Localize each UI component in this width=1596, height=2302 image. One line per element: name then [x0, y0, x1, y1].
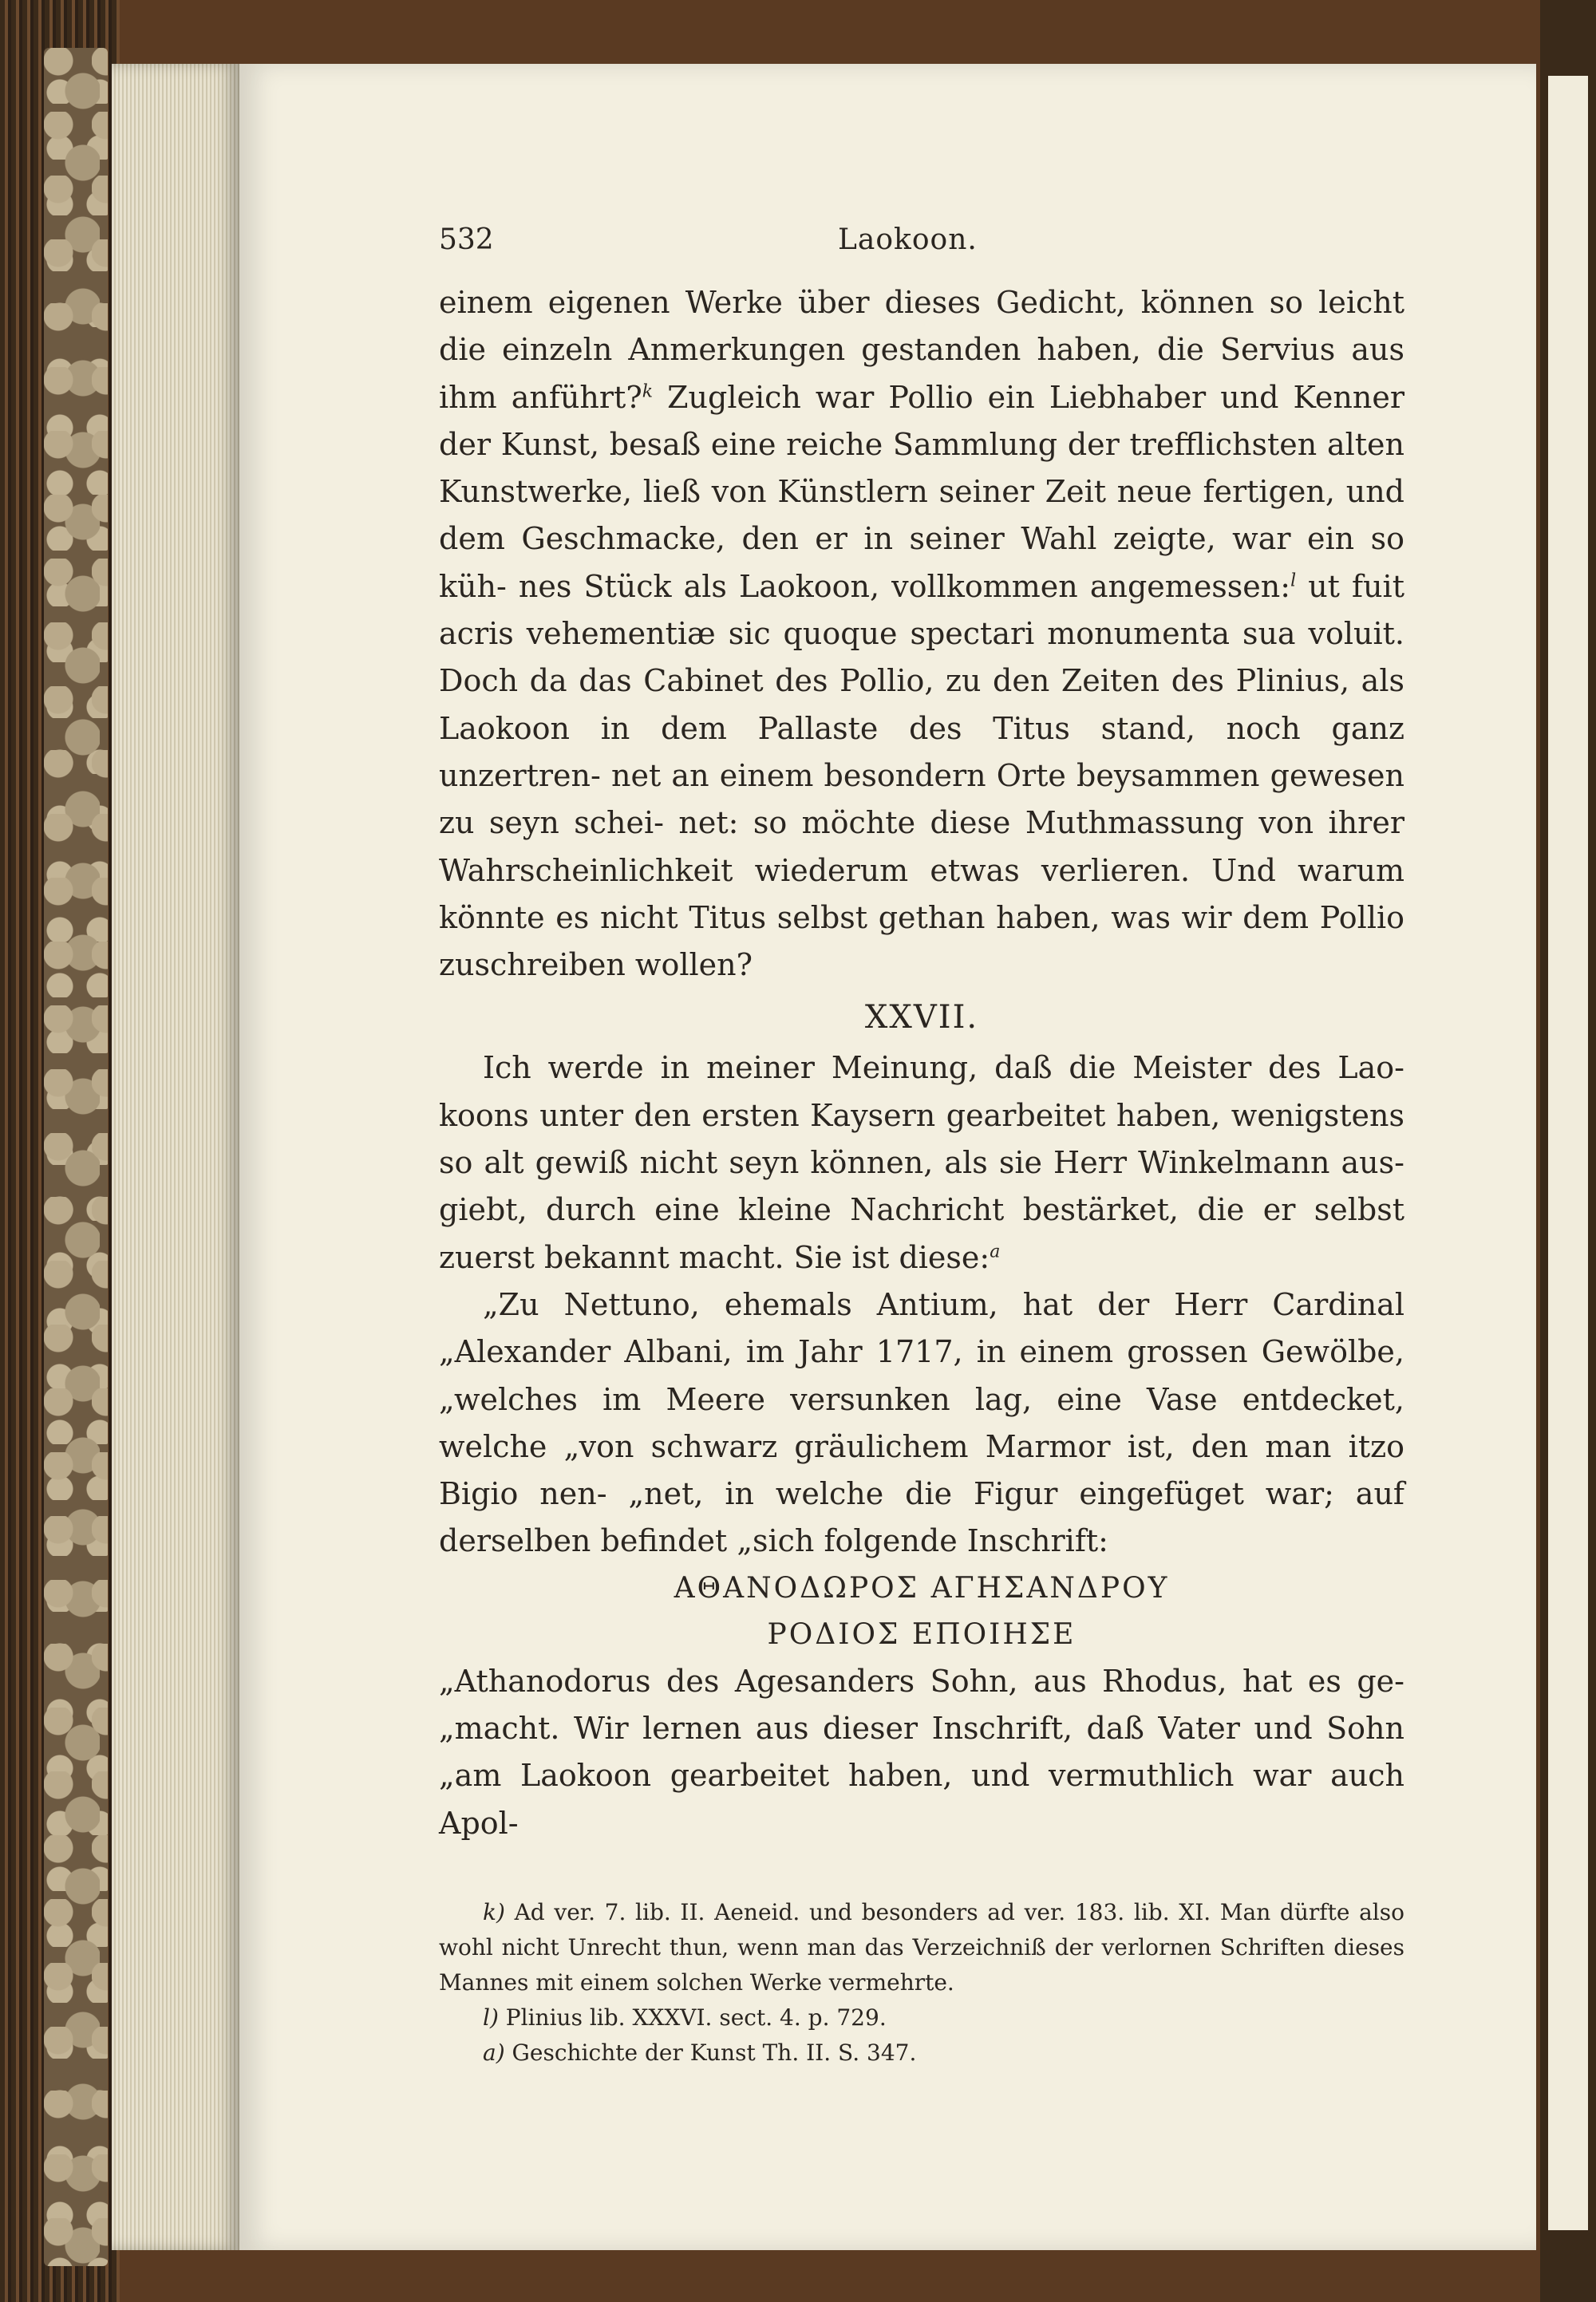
- text-line: einem eigenen Werke über dieses Gedicht, können so leicht die: [439, 285, 1404, 368]
- footnote-mark: l): [483, 2004, 499, 2031]
- text-line: koons unter den ersten Kaysern gearbeitet haben, wenigstens so: [439, 1097, 1404, 1181]
- paragraph-1: [439, 279, 1404, 989]
- marbled-cover: [44, 48, 108, 2266]
- text-line: „von schwarz gräulichem Marmor ist, den man itzo Bigio nen-: [439, 1428, 1404, 1512]
- text-line: nes Stück als Laokoon, vollkommen angemessen:: [518, 568, 1291, 604]
- page-content: [439, 223, 1404, 2071]
- text-line: anführt?: [511, 379, 642, 415]
- book-page: [239, 64, 1536, 2250]
- footnote-line: Geschichte der Kunst Th. II. S. 347.: [512, 2039, 917, 2066]
- footnote-line: verlornen Schriften dieses Mannes mit einem solchen Werke vermehrte.: [439, 1933, 1404, 1996]
- text-line: „macht. Wir lernen aus dieser Inschrift, daß Vater und Sohn: [439, 1711, 1404, 1747]
- section-heading: XXVII.: [864, 999, 979, 1036]
- text-line: „Athanodorus des Agesanders Sohn, aus Rhodus, hat es ge-: [439, 1663, 1404, 1699]
- greek-inscription-line-1: ΑΘΑΝΟΔΩΡΟΣ ΑΓΗΣΑΝΔΡΟΥ: [674, 1571, 1170, 1605]
- text-line: „sich folgende Inschrift:: [737, 1523, 1108, 1559]
- text-line: Ich werde in meiner Meinung, daß die Meister des Lao-: [483, 1050, 1404, 1086]
- footnote-line: Plinius lib. XXXVI. sect. 4. p. 729.: [505, 2004, 887, 2031]
- footnote-ref-k: k: [642, 381, 654, 401]
- text-line: „net, in welche die Figur eingefüget war; auf derselben befindet: [439, 1476, 1404, 1559]
- text-line: giebt, durch eine kleine Nachricht bestärket, die er selbst zuerst: [439, 1192, 1404, 1275]
- footnotes: [439, 1895, 1404, 2071]
- paragraph-2: [439, 1044, 1404, 1281]
- footnote-a: [439, 2035, 1404, 2071]
- footnote-mark: k): [483, 1898, 505, 1925]
- text-line: Zugleich war Pollio ein Liebhaber und Kenner: [653, 379, 1404, 415]
- page-header: [439, 223, 1404, 271]
- greek-inscription-line-2: ΡΟΔΙΟΣ ΕΠΟΙΗΣΕ: [767, 1617, 1077, 1651]
- quotation-continued: [439, 1658, 1404, 1847]
- text-line: Kunstwerke, ließ von Künstlern seiner Zeit neue fertigen, und: [439, 474, 1404, 510]
- text-line: dem Geschmacke, den er in seiner Wahl zeigte, war ein so küh-: [439, 521, 1404, 604]
- facing-page-strip: [1548, 76, 1588, 2230]
- text-line: „welches im Meere versunken lag, eine Vase entdecket, welche: [439, 1381, 1404, 1464]
- footnote-k: [439, 1895, 1404, 2000]
- footnote-ref-a: a: [990, 1241, 1001, 1262]
- quotation: [439, 1281, 1404, 1566]
- footnote-mark: a): [483, 2039, 505, 2066]
- text-line: einzeln Anmerkungen gestanden haben, die Servius aus ihm: [439, 332, 1404, 415]
- text-line: Laokoon in dem Pallaste des Titus stand, noch ganz unzertren-: [439, 710, 1404, 793]
- text-line: „Zu Nettuno, ehemals Antium, hat der Herr Cardinal: [483, 1286, 1404, 1322]
- body-text: [439, 279, 1404, 1847]
- text-line: selbst gethan haben, was wir dem Pollio zuschreiben wollen?: [439, 899, 1405, 983]
- text-line: net: so möchte diese Muthmassung von ihrer Wahrscheinlichkeit: [439, 805, 1404, 888]
- text-line: bekannt macht. Sie ist diese:: [544, 1239, 990, 1275]
- running-title: Laokoon.: [838, 223, 978, 256]
- text-line: der Kunst, besaß eine reiche Sammlung der trefflichsten alten: [439, 426, 1404, 462]
- footnote-l: [439, 2000, 1404, 2035]
- text-line: alt gewiß nicht seyn können, als sie Herr Winkelmann aus-: [484, 1145, 1404, 1181]
- text-line: „Alexander Albani, im Jahr 1717, in einem grossen Gewölbe,: [439, 1334, 1404, 1370]
- footnote-line: Man dürfte also wohl nicht Unrecht thun, wenn man das Verzeichniß der: [439, 1898, 1404, 1960]
- text-line: wiederum etwas verlieren. Und warum könnte es nicht Titus: [439, 852, 1404, 935]
- text-line: net an einem besondern Orte beysammen gewesen zu seyn schei-: [439, 757, 1404, 841]
- page-number: 532: [439, 223, 494, 256]
- text-line: „am Laokoon gearbeitet haben, und vermuthlich war auch Apol-: [439, 1758, 1404, 1841]
- text-line: ut fuit acris: [439, 568, 1404, 652]
- text-line: vehementiæ sic quoque spectari monumenta sua voluit. Doch: [439, 616, 1404, 699]
- page-edges: [112, 64, 239, 2250]
- footnote-line: Ad ver. 7. lib. II. Aeneid. und besonders ad ver. 183. lib. XI.: [514, 1898, 1211, 1925]
- text-line: da das Cabinet des Pollio, zu den Zeiten des Plinius, als: [529, 663, 1404, 699]
- footnote-ref-l: l: [1290, 571, 1297, 591]
